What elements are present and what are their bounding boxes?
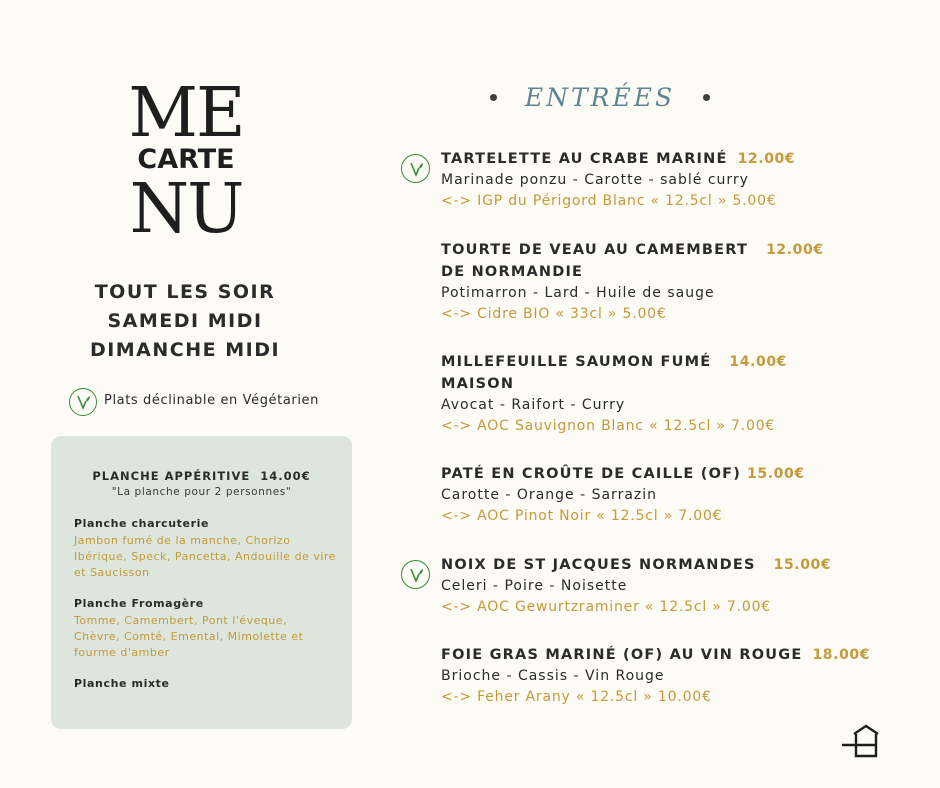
dish-wine: <-> Cidre BIO « 33cl » 5.00€ <box>441 306 667 322</box>
dish-price: 14.00€ <box>729 354 787 370</box>
dish-desc: Avocat - Raifort - Curry <box>441 397 626 413</box>
schedule-line: DIMANCHE MIDI <box>89 339 281 361</box>
planche-panel <box>51 436 352 729</box>
dish-name <box>441 351 911 373</box>
dish-name-text: NOIX DE ST JACQUES NORMANDES <box>441 557 756 573</box>
leaf-icon <box>69 388 97 416</box>
dish-name-text: TOURTE DE VEAU AU CAMEMBERT <box>441 242 749 258</box>
dish-name <box>441 644 911 666</box>
planche-title <box>51 469 352 483</box>
dish-desc: Potimarron - Lard - Huile de sauge <box>441 285 715 301</box>
dish-wine: <-> Feher Arany « 12.5cl » 10.00€ <box>441 689 712 705</box>
planche-item-name: Planche charcuterie <box>74 517 210 530</box>
dish-name <box>441 239 911 261</box>
dish-price: 15.00€ <box>773 557 832 573</box>
dish-price: 12.00€ <box>766 242 824 258</box>
dish-name-text: TARTELETTE AU CRABE MARINÉ <box>441 151 728 167</box>
logo-me: ME <box>128 74 244 153</box>
planche-item-desc: Jambon fumé de la manche, Chorizo Ibérique, Speck, Pancetta, Andouille de vire et Saucisson <box>74 534 336 579</box>
bullet-dot <box>703 94 710 101</box>
dish-item <box>441 554 911 618</box>
leaf-icon <box>401 154 430 183</box>
dish-item <box>441 239 911 325</box>
dish-item <box>441 644 911 708</box>
dish-desc: Celeri - Poire - Noisette <box>441 578 628 594</box>
dish-item <box>441 148 911 212</box>
dish-item <box>441 351 911 437</box>
dish-name-line2: MAISON <box>441 376 515 392</box>
dish-name-text: MILLEFEUILLE SAUMON FUMÉ <box>441 354 712 370</box>
logo-nu: NU <box>129 170 243 249</box>
dish-name-text: FOIE GRAS MARINÉ (OF) AU VIN ROUGE <box>441 647 803 663</box>
dish-name <box>441 554 911 576</box>
section-title-label: ENTRÉES <box>524 82 676 112</box>
planche-price: 14.00€ <box>260 469 311 483</box>
schedule-line: TOUT LES SOIR <box>94 281 276 303</box>
dish-wine: <-> AOC Sauvignon Blanc « 12.5cl » 7.00€ <box>441 418 776 434</box>
dish-price: 12.00€ <box>737 151 796 167</box>
schedule <box>60 278 310 365</box>
dish-wine: <-> AOC Pinot Noir « 12.5cl » 7.00€ <box>441 508 723 524</box>
dish-name-text: PATÉ EN CROÛTE DE CAILLE (OF) <box>441 466 742 482</box>
house-logo-icon <box>840 722 882 760</box>
dish-item <box>441 463 911 527</box>
planche-item-desc: Tomme, Camembert, Pont l'éveque, Chèvre, Comté, Emental, Mimolette et fourme d'amber <box>74 614 304 659</box>
planche-item-name: Planche mixte <box>74 677 170 690</box>
dish-name <box>441 148 911 170</box>
veg-note: Plats déclinable en Végétarien <box>104 393 319 408</box>
dish-price: 15.00€ <box>747 466 805 482</box>
leaf-icon <box>401 560 430 589</box>
planche-title-label: PLANCHE APPÉRITIVE <box>92 469 251 483</box>
dish-desc: Marinade ponzu - Carotte - sablé curry <box>441 172 749 188</box>
section-title <box>490 80 710 114</box>
dish-name <box>441 463 911 485</box>
planche-subtitle: "La planche pour 2 personnes" <box>111 486 292 498</box>
planche-item-name: Planche Fromagère <box>74 597 204 610</box>
schedule-line: SAMEDI MIDI <box>107 310 263 332</box>
dish-price: 18.00€ <box>812 647 871 663</box>
bullet-dot <box>490 94 497 101</box>
dish-name-line2: DE NORMANDIE <box>441 264 584 280</box>
logo-carte: CARTE <box>137 144 235 175</box>
dish-wine: <-> AOC Gewurtzraminer « 12.5cl » 7.00€ <box>441 599 771 615</box>
dish-wine: <-> IGP du Périgord Blanc « 12.5cl » 5.00€ <box>441 193 777 209</box>
dish-desc: Brioche - Cassis - Vin Rouge <box>441 668 665 684</box>
dish-desc: Carotte - Orange - Sarrazin <box>441 487 658 503</box>
